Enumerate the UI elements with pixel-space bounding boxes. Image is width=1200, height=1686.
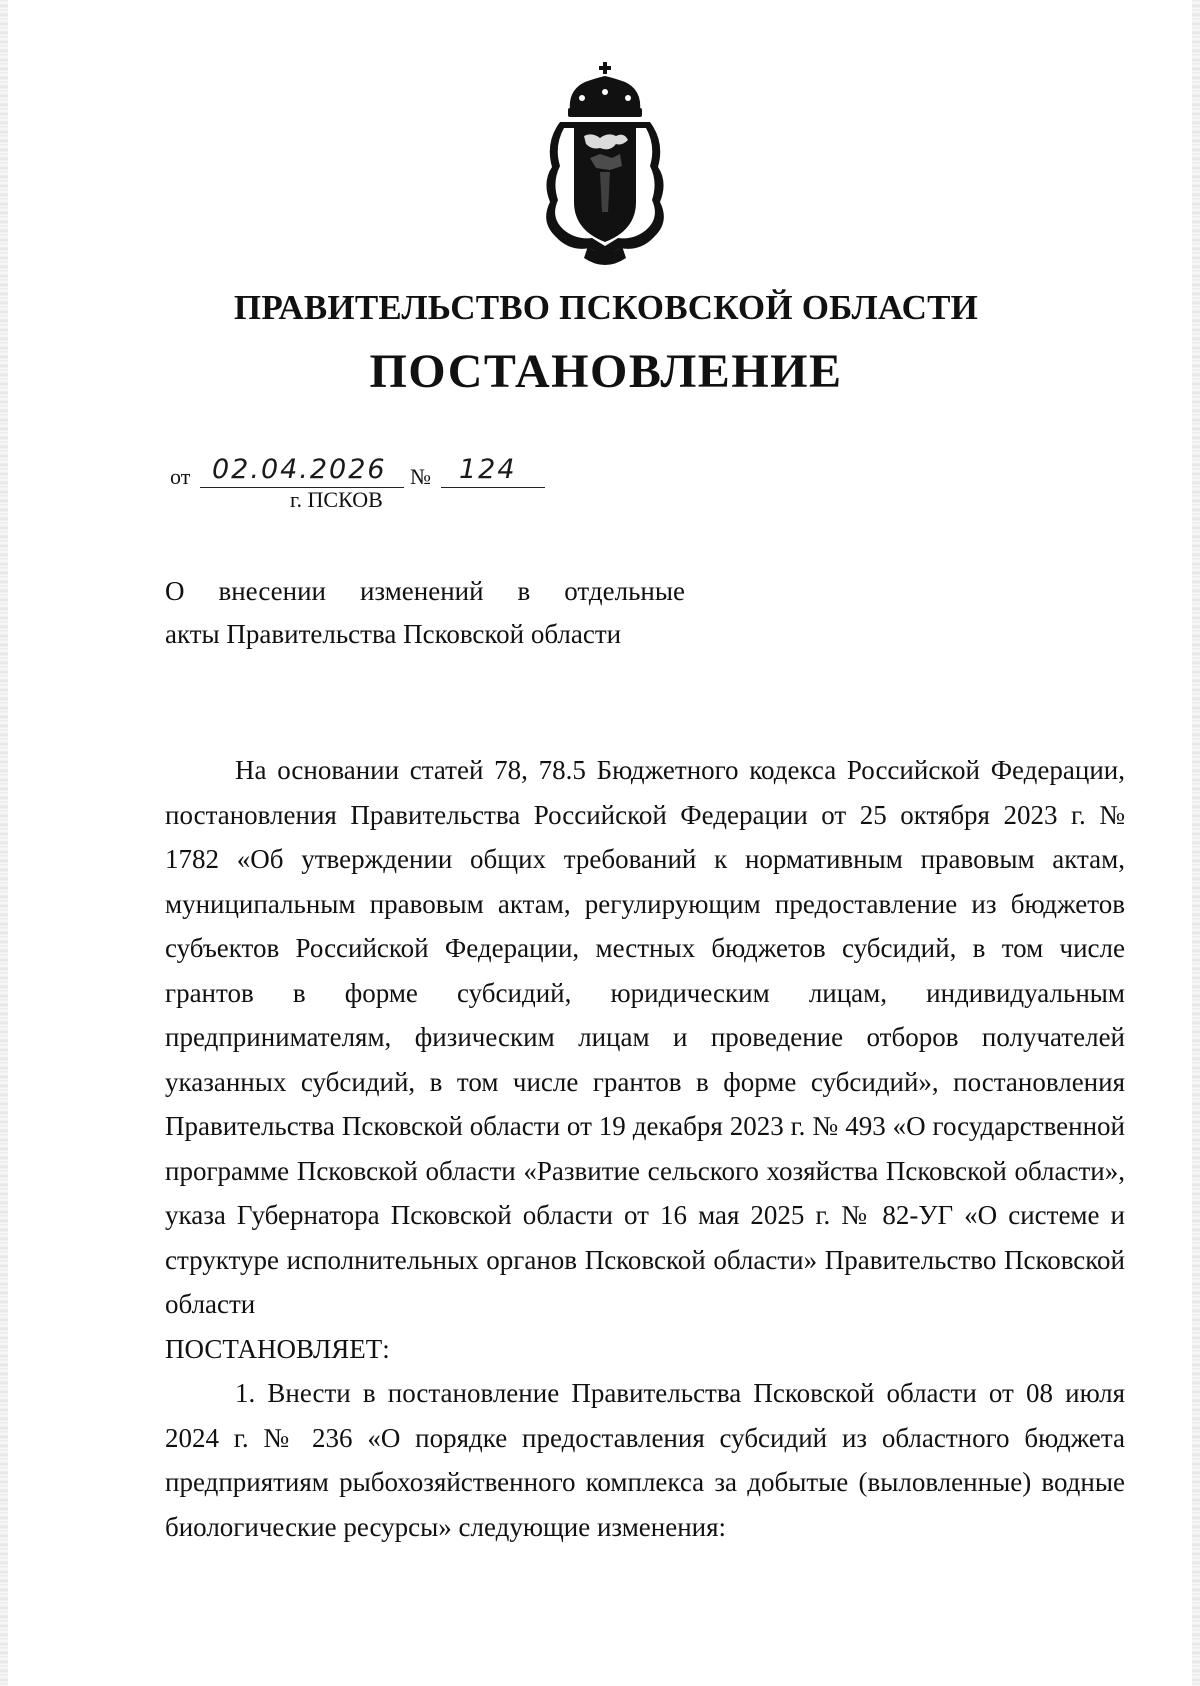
number-label: № bbox=[410, 464, 431, 489]
item-1-paragraph: 1. Внести в постановление Правительства Псковской области от 08 июля 2024 г. № 236 «О порядке предоставления субсидий из областного бюджета предприятиям рыбохозяйственного комплекса за добытые (выловленные) водные биологические ресурсы» следующие изменения: bbox=[165, 1378, 1125, 1542]
subject-line-2: акты Правительства Псковской области bbox=[165, 619, 622, 649]
number-field bbox=[441, 456, 545, 488]
preamble-text: На основании статей 78, 78.5 Бюджетного кодекса Российской Федерации, постановления Правительства Российской Федерации от 25 октября 2023 г. № 1782 «Об утверждении общих требований к нормативным правовым актам, муниципальным правовым актам, регулирующим предоставление из бюджетов субъектов Российской Федерации, местных бюджетов субсидий, в том числе грантов в форме субсидий, юридическим лицам, индивидуальным предпринимателям, физическим лицам и проведение отборов получателей указанных субсидий, в том числе грантов в форме субсидий», постановления Правительства Псковской области от 19 декабря 2023 г. № 493 «О государственной программе Псковской области «Развитие сельского хозяйства Псковской области», указа Губернатора Псковской области от 16 мая 2025 г. № 82-УГ «О системе и структуре исполнительных органов Псковской области» Правительство Псковской области bbox=[165, 755, 1125, 1319]
handwritten-date: 02.04.2026 bbox=[212, 454, 387, 485]
subject-word: внесении bbox=[218, 576, 326, 606]
subject-word: О bbox=[165, 576, 185, 606]
date-from-label: от bbox=[170, 464, 191, 489]
scan-edge-left bbox=[0, 0, 8, 1686]
subject-word: изменений bbox=[359, 576, 484, 606]
document-subject bbox=[165, 570, 685, 656]
document-type-heading: ПОСТАНОВЛЕНИЕ bbox=[369, 345, 843, 398]
document-body bbox=[165, 748, 1125, 1549]
organization-title: ПРАВИТЕЛЬСТВО ПСКОВСКОЙ ОБЛАСТИ bbox=[233, 288, 979, 327]
subject-line-1 bbox=[165, 570, 685, 613]
decree-word: ПОСТАНОВЛЯЕТ: bbox=[165, 1333, 390, 1364]
preamble-paragraph bbox=[165, 748, 1125, 1327]
city-label: г. ПСКОВ bbox=[290, 487, 383, 512]
coat-of-arms-icon bbox=[530, 62, 680, 272]
handwritten-number: 124 bbox=[459, 454, 517, 485]
subject-word: в bbox=[517, 576, 531, 606]
scan-edge-right bbox=[1192, 0, 1200, 1686]
subject-word: отдельные bbox=[564, 576, 685, 606]
date-field bbox=[200, 456, 404, 488]
